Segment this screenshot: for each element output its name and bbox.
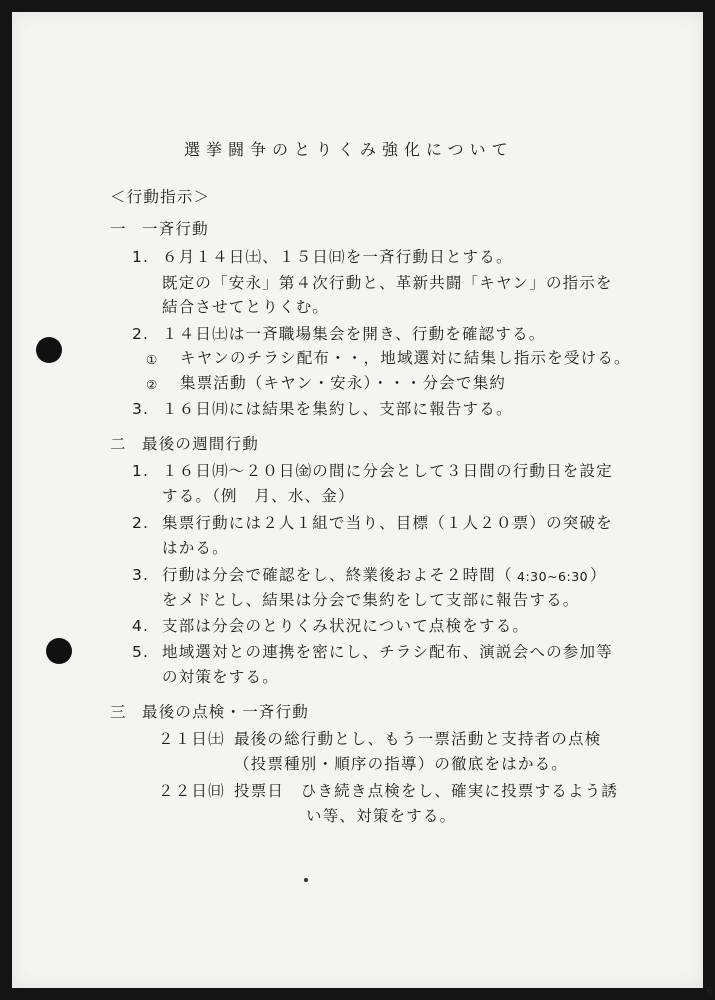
punch-hole-bottom [46,638,72,664]
item-line: 行動は分会で確認をし、終業後およそ２時間（ [162,566,513,584]
item-number: 2. [132,325,150,343]
subitem-number: ② [146,377,159,392]
stray-mark [304,878,308,882]
item-line: １４日㈯は一斉職場集会を開き、行動を確認する。 [162,325,546,343]
day-line: 投票日 ひき続き点検をし、確実に投票するよう誘 [234,782,619,800]
item-line: 既定の「安永」第４次行動と、革新共闘「キヤン」の指示を [162,274,613,292]
document-title: 選挙闘争のとりくみ強化について [184,140,514,159]
item-line: 集票行動には２人１組で当り、目標（１人２０票）の突破を [162,514,613,532]
document-subtitle: ＜行動指示＞ [110,188,211,206]
item-line: １６日㈪～２０日㈮の間に分会として３日間の行動日を設定 [162,462,613,480]
item-number: 3. [132,566,150,584]
item-line: の対策をする。 [162,668,279,686]
time-close-paren: ） [590,566,607,584]
document-page [12,12,703,988]
punch-hole-top [36,337,62,363]
section-1-marker: 一 [110,220,127,238]
item-number: 2. [132,514,150,532]
item-line: １６日㈪には結果を集約し、支部に報告する。 [162,400,513,418]
section-2-marker: 二 [110,435,127,453]
item-line: 結合させてとりくむ。 [162,298,330,316]
item-line: キヤンのチラシ配布・・，地域選対に結集し指示を受ける。 [180,349,631,367]
item-line: はかる。 [162,539,229,557]
section-1-heading: 一斉行動 [142,220,209,238]
day-line: 最後の総行動とし、もう一票活動と支持者の点検 [234,730,602,748]
day-line: （投票種別・順序の指導）の徹底をはかる。 [234,755,569,773]
item-line: 支部は分会のとりくみ状況について点検をする。 [162,617,530,635]
item-line: する。（例 月、水、金） [162,487,355,505]
section-3-heading: 最後の点検・一斉行動 [142,703,310,721]
day-line: い等、対策をする。 [306,807,457,825]
section-3-marker: 三 [110,703,127,721]
item-number: 5. [132,643,150,661]
item-number: 4. [132,617,150,635]
item-number: 1. [132,462,150,480]
page-number: 6 [706,985,713,998]
subitem-number: ① [146,352,159,367]
time-range: 4:30~6:30 [517,569,589,584]
item-line: をメドとし、結果は分会で集約をして支部に報告する。 [162,591,580,609]
item-number: 3. [132,400,150,418]
item-line: 地域選対との連携を密にし、チラシ配布、演説会への参加等 [162,643,613,661]
item-line: ６月１４日㈯、１５日㈰を一斉行動日とする。 [162,248,513,266]
day-date: ２１日㈯ [158,730,225,748]
item-number: 1. [132,248,150,266]
section-2-heading: 最後の週間行動 [142,435,259,453]
day-date: ２２日㈰ [158,782,225,800]
item-line: 集票活動（キヤン・安永）・・・分会で集約 [180,374,507,392]
